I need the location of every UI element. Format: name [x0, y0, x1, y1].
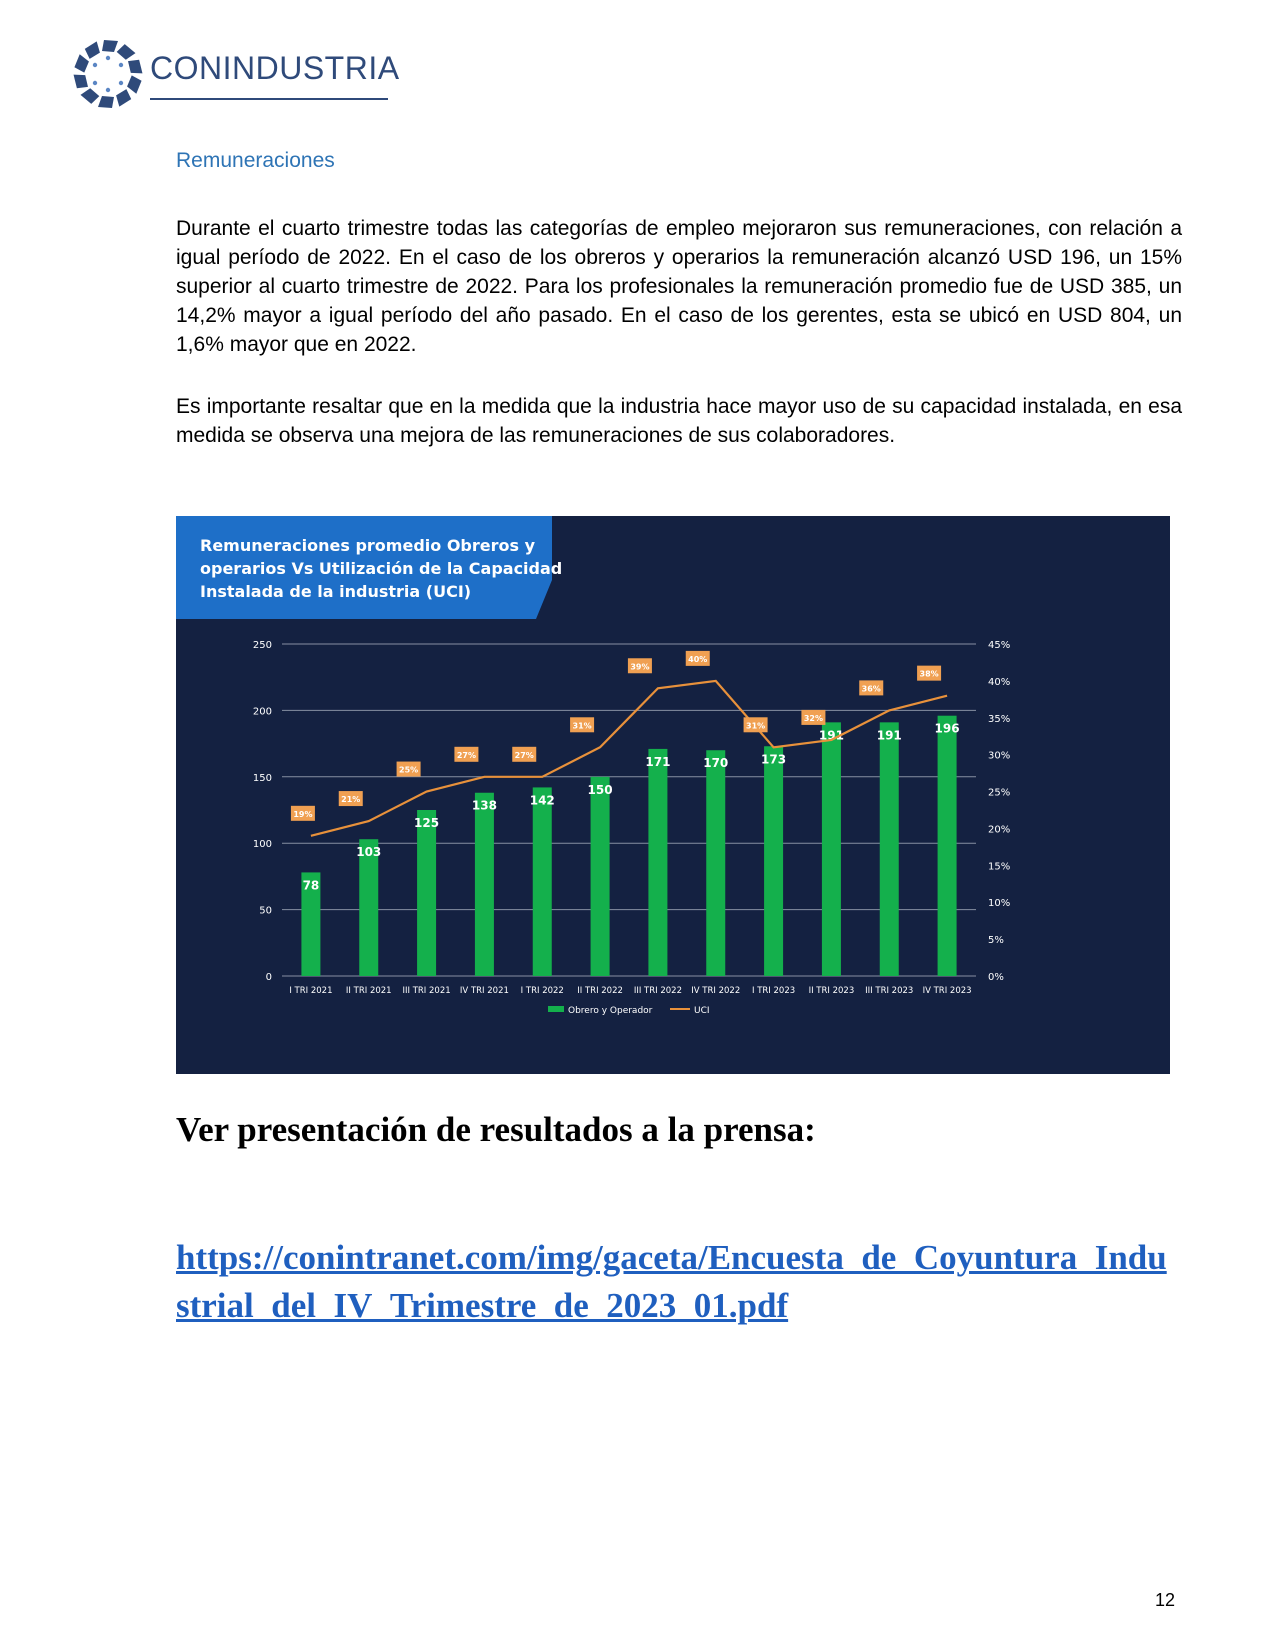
chart-uci-label: 31%: [746, 721, 766, 731]
legend-label-bar: Obrero y Operador: [568, 1006, 653, 1016]
page-number: 12: [1155, 1590, 1176, 1610]
chart-uci-label: 31%: [572, 721, 592, 731]
chart-bar-value-label: 173: [761, 752, 787, 767]
chart-uci-label: 32%: [803, 713, 823, 723]
chart-y-left-tick: 250: [252, 640, 272, 651]
chart-uci-label: 21%: [341, 795, 361, 805]
chart-bar: [880, 722, 899, 976]
press-presentation-link[interactable]: https://conintranet.com/img/gaceta/Encuesta_de_Coyuntura_Industrial_del_IV_Trimestre_de_2023_01.pdf: [176, 1238, 1167, 1325]
chart-uci-line: [311, 681, 947, 836]
chart-bar-value-label: 191: [818, 728, 844, 743]
chart-bar-value-label: 125: [414, 816, 440, 830]
chart-y-right-tick: 40%: [988, 676, 1011, 688]
remuneraciones-uci-chart: [176, 516, 1170, 1074]
chart-y-right-tick: 35%: [988, 713, 1011, 725]
chart-bar-value-label: 142: [529, 793, 555, 808]
chart-y-right-tick: 15%: [988, 861, 1011, 873]
chart-x-tick: I TRI 2023: [752, 986, 796, 996]
chart-x-tick: IV TRI 2023: [922, 986, 972, 996]
chart-x-tick: II TRI 2023: [808, 986, 855, 996]
chart-x-tick: I TRI 2022: [520, 986, 564, 996]
chart-y-left-tick: 100: [252, 839, 272, 851]
chart-y-right-tick: 30%: [988, 750, 1011, 762]
chart-x-tick: III TRI 2021: [402, 986, 451, 996]
section-title: Remuneraciones: [176, 149, 335, 172]
chart-bar-value-label: 103: [356, 845, 382, 860]
chart-bar-value-label: 191: [876, 728, 902, 743]
chart-x-tick: II TRI 2021: [345, 986, 392, 996]
chart-bar: [533, 787, 552, 976]
paragraph-capacidad: Es importante resaltar que en la medida que la industria hace mayor uso de su capacidad instalada, en esa medida se observa una mejora de las remuneraciones de sus colaboradores.: [176, 395, 1182, 447]
chart-x-tick: II TRI 2022: [577, 986, 623, 996]
chart-x-tick: III TRI 2023: [865, 986, 914, 996]
chart-bar: [648, 749, 667, 976]
chart-bar-value-label: 78: [302, 878, 320, 893]
chart-uci-label: 27%: [456, 750, 476, 760]
chart-bar-value-label: 196: [934, 721, 960, 736]
chart-x-tick: IV TRI 2022: [691, 986, 741, 996]
chart-bar: [417, 810, 436, 976]
chart-bar: [359, 839, 378, 976]
chart-uci-label: 36%: [861, 684, 881, 694]
chart-uci-label: 38%: [919, 669, 939, 679]
chart-x-tick: III TRI 2022: [633, 986, 683, 996]
paragraph-remuneraciones: Durante el cuarto trimestre todas las categorías de empleo mejoraron sus remuneraciones, con relación a igual período de 2022. En el caso de los obreros y operarios la remuneración alcanzó USD 196, un 15% superior al cuarto trimestre de 2022. Para los profesionales la remuneración promedio fue de USD 385, un 14,2% mayor a igual período del año pasado. En el caso de los gerentes, esta se ubicó en USD 804, un 1,6% mayor que en 2022.: [176, 217, 1182, 356]
chart-y-left-tick: 200: [252, 706, 272, 718]
chart-bar: [822, 722, 841, 976]
legend-label-line: UCI: [694, 1006, 710, 1016]
chart-uci-label: 27%: [514, 750, 534, 760]
chart-y-left-tick: 150: [252, 772, 272, 784]
chart-x-tick: IV TRI 2021: [459, 986, 509, 996]
chart-title-line: Instalada de la industria (UCI): [200, 582, 472, 601]
logo-underline: [150, 98, 388, 100]
chart-y-right-tick: 20%: [988, 824, 1011, 836]
chart-uci-label: 39%: [630, 662, 650, 672]
chart-bar: [475, 793, 494, 976]
chart-y-right-tick: 45%: [988, 640, 1011, 651]
chart-uci-label: 25%: [399, 765, 419, 775]
chart-x-tick: I TRI 2021: [289, 986, 333, 996]
chart-y-left-tick: 50: [259, 905, 272, 917]
chart-bar-value-label: 150: [587, 782, 613, 797]
conindustria-logo: [70, 36, 410, 116]
chart-canvas: [176, 516, 1170, 1074]
chart-bar: [706, 750, 725, 976]
chart-bar-value-label: 138: [471, 798, 497, 813]
chart-bar-value-label: 171: [645, 754, 671, 769]
chart-title-line: operarios Vs Utilización de la Capacidad: [200, 559, 563, 578]
chart-title-line: Remuneraciones promedio Obreros y: [200, 536, 536, 555]
chart-bar: [591, 777, 610, 976]
logo-wordmark: CONINDUSTRIA: [150, 50, 400, 86]
legend-swatch-bar: [548, 1006, 564, 1012]
chart-bar-value-label: 170: [703, 756, 729, 771]
chart-bar: [764, 746, 783, 976]
chart-y-right-tick: 5%: [988, 935, 1004, 947]
press-heading: Ver presentación de resultados a la prensa:: [176, 1110, 816, 1149]
logo-gear-icon: [70, 36, 146, 112]
chart-y-right-tick: 25%: [988, 787, 1011, 799]
chart-y-left-tick: 0: [265, 972, 272, 983]
chart-bar: [938, 716, 957, 976]
chart-y-right-tick: 10%: [988, 898, 1011, 910]
chart-uci-label: 19%: [293, 809, 313, 819]
chart-uci-label: 40%: [688, 654, 708, 664]
chart-y-right-tick: 0%: [988, 972, 1004, 983]
